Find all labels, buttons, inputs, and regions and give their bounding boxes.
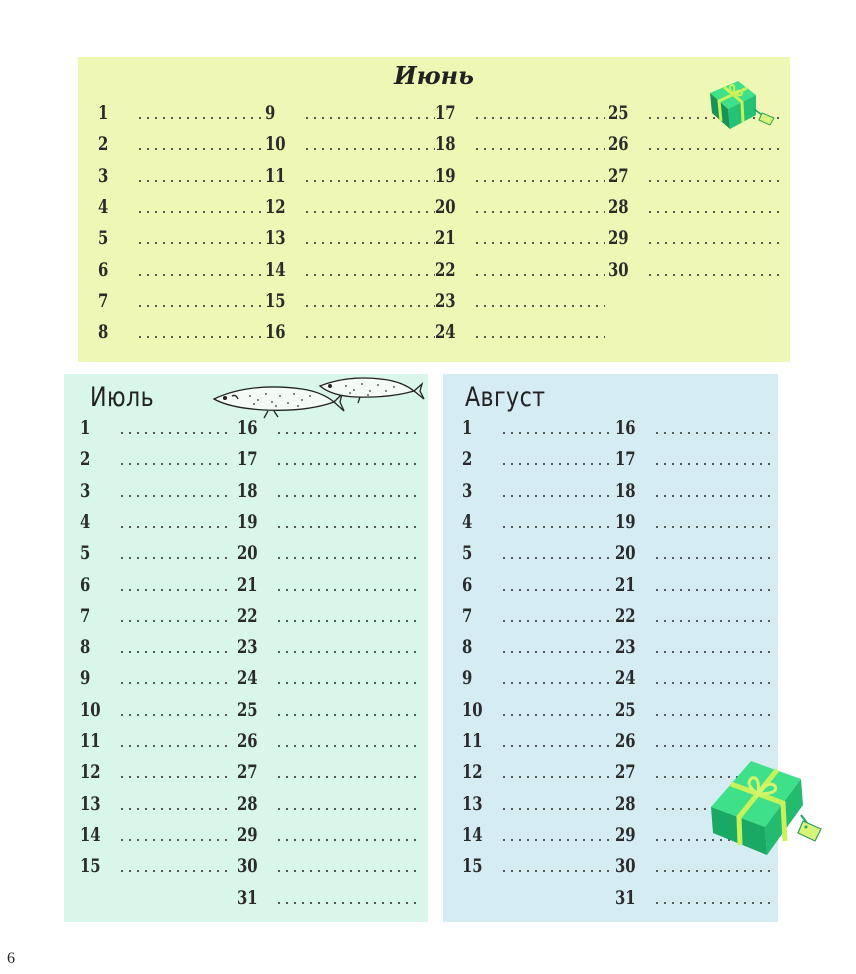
day-entry[interactable] <box>435 132 605 154</box>
dotted-line <box>646 179 780 183</box>
day-number: 22 <box>615 604 636 627</box>
day-entry[interactable] <box>462 729 612 751</box>
day-entry[interactable] <box>608 195 780 217</box>
day-entry[interactable] <box>80 510 230 532</box>
day-number: 28 <box>615 792 636 815</box>
day-entry[interactable] <box>615 447 770 469</box>
day-number: 19 <box>435 164 456 187</box>
day-number: 30 <box>237 855 258 878</box>
dotted-line <box>275 901 417 905</box>
day-number: 3 <box>80 479 91 502</box>
august-title: Август <box>465 382 546 413</box>
day-number: 20 <box>435 195 456 218</box>
day-number: 13 <box>462 792 483 815</box>
dotted-line <box>500 619 612 623</box>
dotted-line <box>275 681 417 685</box>
day-entry[interactable] <box>98 101 263 123</box>
day-entry[interactable] <box>265 258 435 280</box>
day-number: 2 <box>462 448 473 471</box>
day-entry[interactable] <box>98 195 263 217</box>
day-entry[interactable] <box>237 823 417 845</box>
day-entry[interactable] <box>98 258 263 280</box>
july-panel <box>64 374 428 922</box>
dotted-line <box>118 588 230 592</box>
day-number: 13 <box>80 792 101 815</box>
dotted-line <box>303 147 435 151</box>
day-entry[interactable] <box>98 289 263 311</box>
day-entry[interactable] <box>462 447 612 469</box>
day-number: 14 <box>462 823 483 846</box>
day-number: 1 <box>98 102 109 124</box>
day-entry[interactable] <box>80 666 230 688</box>
dotted-line <box>653 588 770 592</box>
day-entry[interactable] <box>615 635 770 657</box>
dotted-line <box>500 681 612 685</box>
day-entry[interactable] <box>237 479 417 501</box>
dotted-line <box>136 304 263 308</box>
dotted-line <box>500 869 612 873</box>
day-entry[interactable] <box>615 541 770 563</box>
dotted-line <box>500 650 612 654</box>
day-number: 6 <box>80 573 91 596</box>
day-entry[interactable] <box>237 760 417 782</box>
day-number: 30 <box>615 855 636 878</box>
day-number: 27 <box>608 164 629 187</box>
day-entry[interactable] <box>615 573 770 595</box>
dotted-line <box>500 525 612 529</box>
day-number: 2 <box>98 133 109 156</box>
day-entry[interactable] <box>98 164 263 186</box>
day-number: 3 <box>98 164 109 187</box>
day-number: 25 <box>237 698 258 721</box>
day-number: 29 <box>237 823 258 846</box>
dotted-line <box>303 210 435 214</box>
day-number: 13 <box>265 227 286 250</box>
day-entry[interactable] <box>265 164 435 186</box>
day-entry[interactable] <box>462 666 612 688</box>
dotted-line <box>500 431 612 435</box>
fish-icon <box>210 372 425 420</box>
dotted-line <box>275 588 417 592</box>
day-number: 20 <box>237 542 258 565</box>
day-entry[interactable] <box>615 666 770 688</box>
dotted-line <box>303 304 435 308</box>
day-number: 10 <box>462 698 483 721</box>
day-number: 11 <box>265 164 286 187</box>
day-number: 6 <box>462 573 473 596</box>
day-entry[interactable] <box>80 729 230 751</box>
day-entry[interactable] <box>435 258 605 280</box>
day-entry[interactable] <box>80 698 230 720</box>
day-entry[interactable] <box>237 729 417 751</box>
day-number: 28 <box>237 792 258 815</box>
day-entry[interactable] <box>435 226 605 248</box>
day-number: 7 <box>80 604 91 627</box>
day-entry[interactable] <box>98 226 263 248</box>
dotted-line <box>653 619 770 623</box>
day-number: 4 <box>98 195 109 218</box>
dotted-line <box>473 147 605 151</box>
dotted-line <box>473 179 605 183</box>
dotted-line <box>136 335 263 339</box>
dotted-line <box>646 210 780 214</box>
day-entry[interactable] <box>462 635 612 657</box>
day-number: 15 <box>462 855 483 878</box>
day-entry[interactable] <box>435 164 605 186</box>
dotted-line <box>653 650 770 654</box>
day-number: 15 <box>265 289 286 312</box>
day-entry[interactable] <box>435 289 605 311</box>
day-number: 12 <box>265 195 286 218</box>
dotted-line <box>653 681 770 685</box>
day-entry[interactable] <box>237 698 417 720</box>
dotted-line <box>653 744 770 748</box>
day-entry[interactable] <box>462 854 612 876</box>
day-number: 5 <box>80 542 91 565</box>
day-number: 3 <box>462 479 473 502</box>
day-number: 25 <box>608 102 629 124</box>
dotted-line <box>653 525 770 529</box>
dotted-line <box>118 650 230 654</box>
day-number: 21 <box>615 573 636 596</box>
day-number: 24 <box>237 667 258 690</box>
day-entry[interactable] <box>462 510 612 532</box>
day-number: 26 <box>615 730 636 752</box>
day-number: 25 <box>615 698 636 721</box>
dotted-line <box>275 650 417 654</box>
dotted-line <box>473 273 605 277</box>
dotted-line <box>118 619 230 623</box>
day-number: 17 <box>237 448 258 471</box>
dotted-line <box>118 431 230 435</box>
day-entry[interactable] <box>265 289 435 311</box>
dotted-line <box>653 713 770 717</box>
day-entry[interactable] <box>80 573 230 595</box>
dotted-line <box>500 838 612 842</box>
dotted-line <box>136 179 263 183</box>
day-number: 23 <box>237 636 258 659</box>
day-number: 9 <box>80 667 91 690</box>
day-entry[interactable] <box>265 101 435 123</box>
dotted-line <box>275 713 417 717</box>
day-entry[interactable] <box>237 573 417 595</box>
day-number: 1 <box>80 417 91 439</box>
dotted-line <box>118 462 230 466</box>
day-entry[interactable] <box>265 226 435 248</box>
day-entry[interactable] <box>608 258 780 280</box>
day-entry[interactable] <box>608 164 780 186</box>
dotted-line <box>118 494 230 498</box>
day-number: 23 <box>615 636 636 659</box>
day-number: 14 <box>265 258 286 281</box>
day-number: 24 <box>435 321 456 344</box>
day-number: 26 <box>608 133 629 156</box>
dotted-line <box>500 713 612 717</box>
gift-box-icon <box>704 71 784 131</box>
day-number: 5 <box>98 227 109 250</box>
day-number: 22 <box>435 258 456 281</box>
day-number: 11 <box>462 730 483 752</box>
day-number: 16 <box>237 417 258 439</box>
day-entry[interactable] <box>615 729 770 751</box>
day-number: 30 <box>608 258 629 281</box>
dotted-line <box>136 241 263 245</box>
day-entry[interactable] <box>608 226 780 248</box>
day-entry[interactable] <box>615 698 770 720</box>
day-entry[interactable] <box>237 447 417 469</box>
dotted-line <box>500 462 612 466</box>
day-entry[interactable] <box>462 760 612 782</box>
day-number: 28 <box>608 195 629 218</box>
dotted-line <box>500 775 612 779</box>
day-number: 17 <box>615 448 636 471</box>
day-number: 1 <box>462 417 473 439</box>
day-number: 12 <box>80 761 101 784</box>
dotted-line <box>473 210 605 214</box>
day-number: 10 <box>265 133 286 156</box>
day-number: 27 <box>615 761 636 784</box>
dotted-line <box>303 116 435 120</box>
dotted-line <box>653 901 770 905</box>
dotted-line <box>303 273 435 277</box>
dotted-line <box>118 869 230 873</box>
day-entry[interactable] <box>98 132 263 154</box>
day-entry[interactable] <box>80 635 230 657</box>
day-entry[interactable] <box>80 854 230 876</box>
page-number: 6 <box>7 950 15 967</box>
day-entry[interactable] <box>80 479 230 501</box>
dotted-line <box>275 744 417 748</box>
day-number: 12 <box>462 761 483 784</box>
day-entry[interactable] <box>615 886 770 908</box>
dotted-line <box>275 556 417 560</box>
day-entry[interactable] <box>237 854 417 876</box>
day-number: 6 <box>98 258 109 281</box>
dotted-line <box>136 210 263 214</box>
day-number: 16 <box>265 321 286 344</box>
day-entry[interactable] <box>435 195 605 217</box>
dotted-line <box>473 116 605 120</box>
day-number: 23 <box>435 289 456 312</box>
day-entry[interactable] <box>615 604 770 626</box>
dotted-line <box>646 147 780 151</box>
june-panel <box>78 57 790 362</box>
day-number: 29 <box>608 227 629 250</box>
dotted-line <box>500 744 612 748</box>
dotted-line <box>275 494 417 498</box>
day-number: 21 <box>237 573 258 596</box>
gift-box-icon <box>703 757 831 863</box>
dotted-line <box>303 241 435 245</box>
day-number: 15 <box>80 855 101 878</box>
dotted-line <box>136 116 263 120</box>
day-entry[interactable] <box>237 635 417 657</box>
day-entry[interactable] <box>237 604 417 626</box>
day-entry[interactable] <box>237 510 417 532</box>
day-entry[interactable] <box>615 510 770 532</box>
day-entry[interactable] <box>237 886 417 908</box>
day-number: 10 <box>80 698 101 721</box>
dotted-line <box>500 588 612 592</box>
day-number: 19 <box>237 510 258 533</box>
dotted-line <box>118 681 230 685</box>
day-entry[interactable] <box>237 541 417 563</box>
day-entry[interactable] <box>435 101 605 123</box>
day-number: 9 <box>265 102 276 124</box>
day-number: 31 <box>615 886 636 909</box>
day-entry[interactable] <box>462 541 612 563</box>
day-entry[interactable] <box>462 792 612 814</box>
day-number: 21 <box>435 227 456 250</box>
day-number: 16 <box>615 417 636 439</box>
dotted-line <box>653 494 770 498</box>
dotted-line <box>500 494 612 498</box>
day-number: 24 <box>615 667 636 690</box>
day-entry[interactable] <box>462 823 612 845</box>
day-number: 29 <box>615 823 636 846</box>
dotted-line <box>473 241 605 245</box>
dotted-line <box>275 838 417 842</box>
july-title: Июль <box>90 382 155 413</box>
day-entry[interactable] <box>237 792 417 814</box>
dotted-line <box>646 241 780 245</box>
dotted-line <box>275 869 417 873</box>
day-entry[interactable] <box>265 320 435 342</box>
day-number: 7 <box>462 604 473 627</box>
dotted-line <box>473 304 605 308</box>
day-entry[interactable] <box>265 132 435 154</box>
dotted-line <box>275 431 417 435</box>
day-number: 19 <box>615 510 636 533</box>
dotted-line <box>275 525 417 529</box>
day-number: 22 <box>237 604 258 627</box>
day-entry[interactable] <box>462 416 612 438</box>
dotted-line <box>136 147 263 151</box>
dotted-line <box>500 807 612 811</box>
dotted-line <box>118 744 230 748</box>
day-number: 2 <box>80 448 91 471</box>
day-number: 7 <box>98 289 109 312</box>
dotted-line <box>303 179 435 183</box>
day-entry[interactable] <box>435 320 605 342</box>
day-number: 9 <box>462 667 473 690</box>
dotted-line <box>653 462 770 466</box>
day-number: 18 <box>615 479 636 502</box>
day-entry[interactable] <box>80 447 230 469</box>
day-entry[interactable] <box>462 479 612 501</box>
day-entry[interactable] <box>80 416 230 438</box>
day-entry[interactable] <box>462 604 612 626</box>
day-number: 8 <box>98 321 109 344</box>
day-number: 4 <box>462 510 473 533</box>
dotted-line <box>275 619 417 623</box>
day-entry[interactable] <box>462 698 612 720</box>
dotted-line <box>275 775 417 779</box>
day-number: 18 <box>237 479 258 502</box>
day-entry[interactable] <box>265 195 435 217</box>
dotted-line <box>118 713 230 717</box>
day-entry[interactable] <box>80 541 230 563</box>
day-number: 26 <box>237 730 258 752</box>
june-title: Июнь <box>393 61 475 90</box>
day-number: 8 <box>462 636 473 659</box>
dotted-line <box>653 431 770 435</box>
day-entry[interactable] <box>80 604 230 626</box>
dotted-line <box>118 525 230 529</box>
dotted-line <box>275 807 417 811</box>
day-number: 14 <box>80 823 101 846</box>
day-entry[interactable] <box>80 823 230 845</box>
day-entry[interactable] <box>608 132 780 154</box>
day-entry[interactable] <box>237 666 417 688</box>
day-number: 11 <box>80 730 101 752</box>
day-entry[interactable] <box>615 479 770 501</box>
day-number: 17 <box>435 102 456 124</box>
day-number: 20 <box>615 542 636 565</box>
dotted-line <box>303 335 435 339</box>
day-number: 18 <box>435 133 456 156</box>
day-entry[interactable] <box>98 320 263 342</box>
day-number: 27 <box>237 761 258 784</box>
day-entry[interactable] <box>80 760 230 782</box>
day-entry[interactable] <box>462 573 612 595</box>
dotted-line <box>118 775 230 779</box>
day-number: 5 <box>462 542 473 565</box>
dotted-line <box>473 335 605 339</box>
dotted-line <box>500 556 612 560</box>
dotted-line <box>118 807 230 811</box>
day-number: 8 <box>80 636 91 659</box>
dotted-line <box>653 869 770 873</box>
day-number: 4 <box>80 510 91 533</box>
dotted-line <box>646 273 780 277</box>
day-number: 31 <box>237 886 258 909</box>
dotted-line <box>118 556 230 560</box>
day-entry[interactable] <box>615 416 770 438</box>
dotted-line <box>136 273 263 277</box>
dotted-line <box>118 838 230 842</box>
dotted-line <box>653 556 770 560</box>
dotted-line <box>275 462 417 466</box>
day-entry[interactable] <box>80 792 230 814</box>
